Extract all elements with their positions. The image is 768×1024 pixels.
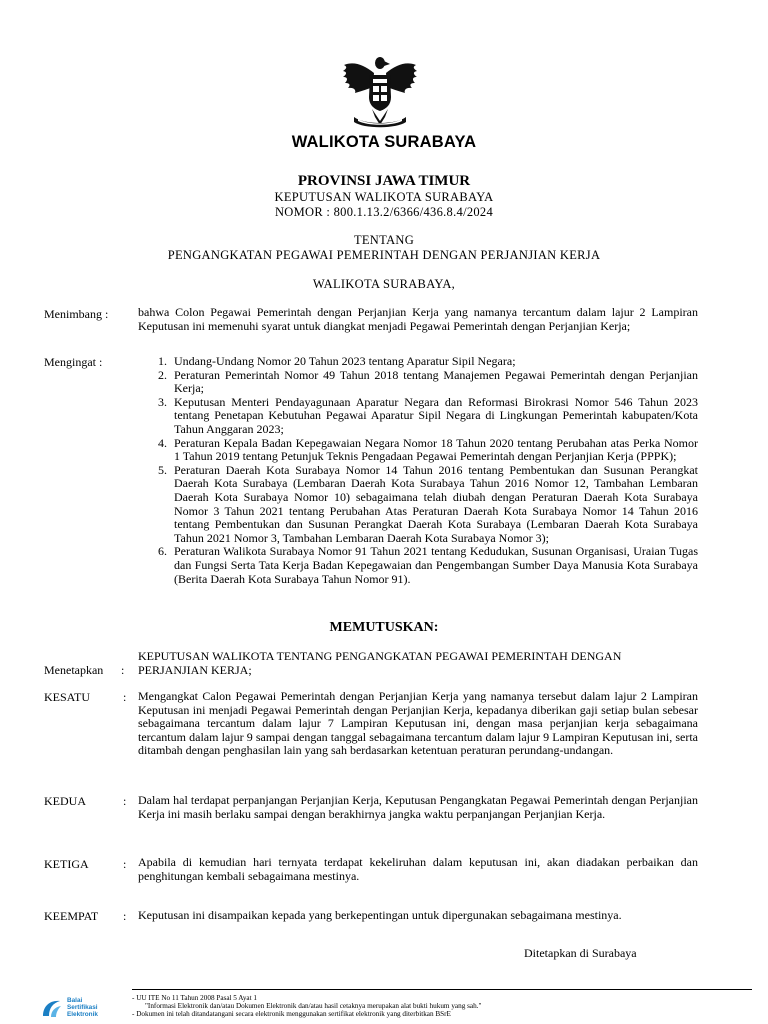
menimbang-text: bahwa Colon Pegawai Pemerintah dengan Perjanjian Kerja yang namanya tercantum dalam lajur 2 Lampiran Keputusan ini memenuhi syarat untuk diangkat menjadi Pegawai Pemerintah dengan Perjanjian Kerja; (138, 305, 698, 333)
kesatu-label: KESATU (44, 690, 91, 704)
keempat-colon: : (123, 909, 127, 923)
menetapkan-text: KEPUTUSAN WALIKOTA TENTANG PENGANGKATAN PEGAWAI PEMERINTAH DENGAN PERJANJIAN KERJA; (138, 649, 622, 677)
kedua-text: Dalam hal terdapat perpanjangan Perjanjian Kerja, Keputusan Pengangkatan Pegawai Pemerintah dengan Perjanjian Kerja ini masih berlaku sampai dengan berakhirnya jangka waktu perpanjangan Perjanjian Kerja. (138, 793, 698, 821)
menetapkan-label: Menetapkan (44, 663, 104, 677)
list-item: 1. Undang-Undang Nomor 20 Tahun 2023 tentang Aparatur Sipil Negara; (158, 354, 516, 368)
decree-label: KEPUTUSAN WALIKOTA SURABAYA (274, 190, 494, 204)
mengingat-label: Mengingat : (44, 355, 103, 369)
issuer-title: WALIKOTA SURABAYA, (312, 277, 456, 291)
province-title: PROVINSI JAWA TIMUR (297, 173, 471, 189)
footer-note-signature: - Dokumen ini telah ditandatangani secara elektronik menggunakan sertifikat elektronik yang diterbitkan BSrE (132, 1010, 451, 1018)
about-label: TENTANG (353, 233, 415, 247)
menetapkan-colon: : (121, 663, 125, 677)
keempat-label: KEEMPAT (44, 909, 99, 923)
signature-place: Ditetapkan di Surabaya (524, 946, 637, 960)
garuda-emblem-icon (340, 55, 420, 131)
list-item: 2. Peraturan Pemerintah Nomor 49 Tahun 2018 tentang Manajemen Pegawai Pemerintah dengan Perjanjian Kerja; (158, 367, 698, 396)
footer-note-quote: "Informasi Elektronik dan/atau Dokumen Elektronik dan/atau hasil cetaknya merupakan alat bukti hukum yang sah." (145, 1002, 482, 1010)
bsre-logo-line: Sertifikasi (67, 1004, 98, 1011)
list-item: 3. Keputusan Menteri Pendayagunaan Aparatur Negara dan Reformasi Birokrasi Nomor 546 Tahun 2023 tentang Penetapan Kebutuhan Pegawai Aparatur Sipil Negara di Lingkungan Pemerintah kabupaten/Kota Tahun Anggaran 2023; (158, 394, 698, 436)
list-item: 4. Peraturan Kepala Badan Kepegawaian Negara Nomor 18 Tahun 2020 tentang Perubahan atas Perka Nomor 1 Tahun 2019 tentang Petunjuk Teknis Pengadaan Pegawai Pemerintah dengan Perjanjian Kerja (PPPK); (158, 435, 698, 464)
footer-note-ite: - UU ITE No 11 Tahun 2008 Pasal 5 Ayat 1 (132, 994, 257, 1002)
memutuskan-heading: MEMUTUSKAN: (329, 620, 439, 635)
list-item: 5. Peraturan Daerah Kota Surabaya Nomor 14 Tahun 2016 tentang Pembentukan dan Susunan Perangkat Daerah Kota Surabaya (Lembaran Daerah Kota Surabaya Tahun 2016 Nomor 12, Tambahan Lembaran Daerah Kota Surabaya Nomor 10) sebagaimana telah diubah dengan Peraturan Daerah Kota Surabaya Nomor 3 Tahun 2021 tentang Perubahan Atas Peraturan Daerah Kota Surabaya Nomor 14 Tahun 2016 tentang Pembentukan dan Susunan Perangkat Daerah Kota Surabaya (Lembaran Daerah Kota Surabaya Tahun 2021 Nomor 3, Tambahan Lembaran Daerah Kota Surabaya Nomor 3); (158, 462, 698, 545)
footer-divider (132, 989, 752, 990)
kesatu-text: Mengangkat Calon Pegawai Pemerintah dengan Perjanjian Kerja yang namanya tersebut dalam lajur 2 Lampiran Keputusan ini menjadi Pegawai Pemerintah dengan Perjanjian Kerja, kepadanya diberikan gaji setiap bulan sebesar sebagaimana tercantum dalam lajur 7 Lampiran Keputusan ini, dengan masa perjanjian kerja sebagaimana tercantum dalam lajur 9 sampai dengan tanggal sebagaimana tercantum dalam lajur 9 Lampiran Keputusan ini, serta ditambah dengan penghasilan lain yang sah berdasarkan ketentuan peraturan perundang-undangan. (138, 689, 698, 758)
list-item: 6. Peraturan Walikota Surabaya Nomor 91 Tahun 2021 tentang Kedudukan, Susunan Organisasi, Uraian Tugas dan Fungsi Serta Tata Kerja Badan Kepegawaian dan Pengembangan Sumber Daya Manusia Kota Surabaya (Berita Daerah Kota Surabaya Tahun Nomor 91). (158, 544, 698, 586)
kedua-colon: : (123, 794, 127, 808)
bsre-logo-line: Elektronik (67, 1011, 98, 1018)
bsre-logo-icon (40, 998, 64, 1020)
menimbang-label: Menimbang : (44, 307, 109, 321)
ketiga-label: KETIGA (44, 857, 89, 871)
keempat-text: Keputusan ini disampaikan kepada yang berkepentingan untuk dipergunakan sebagaimana mestinya. (138, 908, 622, 922)
kedua-label: KEDUA (44, 794, 86, 808)
mengingat-list (138, 355, 698, 586)
bsre-logo (40, 996, 130, 1022)
decree-number: NOMOR : 800.1.13.2/6366/436.8.4/2024 (274, 205, 494, 219)
about-subject: PENGANGKATAN PEGAWAI PEMERINTAH DENGAN PERJANJIAN KERJA (167, 248, 601, 262)
ketiga-colon: : (123, 857, 127, 871)
ketiga-text: Apabila di kemudian hari ternyata terdapat kekeliruhan dalam keputusan ini, akan diadakan perbaikan dan penghitungan kembali sebagaimana mestinya. (138, 855, 698, 883)
bsre-logo-line: Balai (67, 997, 83, 1004)
kesatu-colon: : (123, 690, 127, 704)
letterhead-title: WALIKOTA SURABAYA (291, 133, 477, 151)
